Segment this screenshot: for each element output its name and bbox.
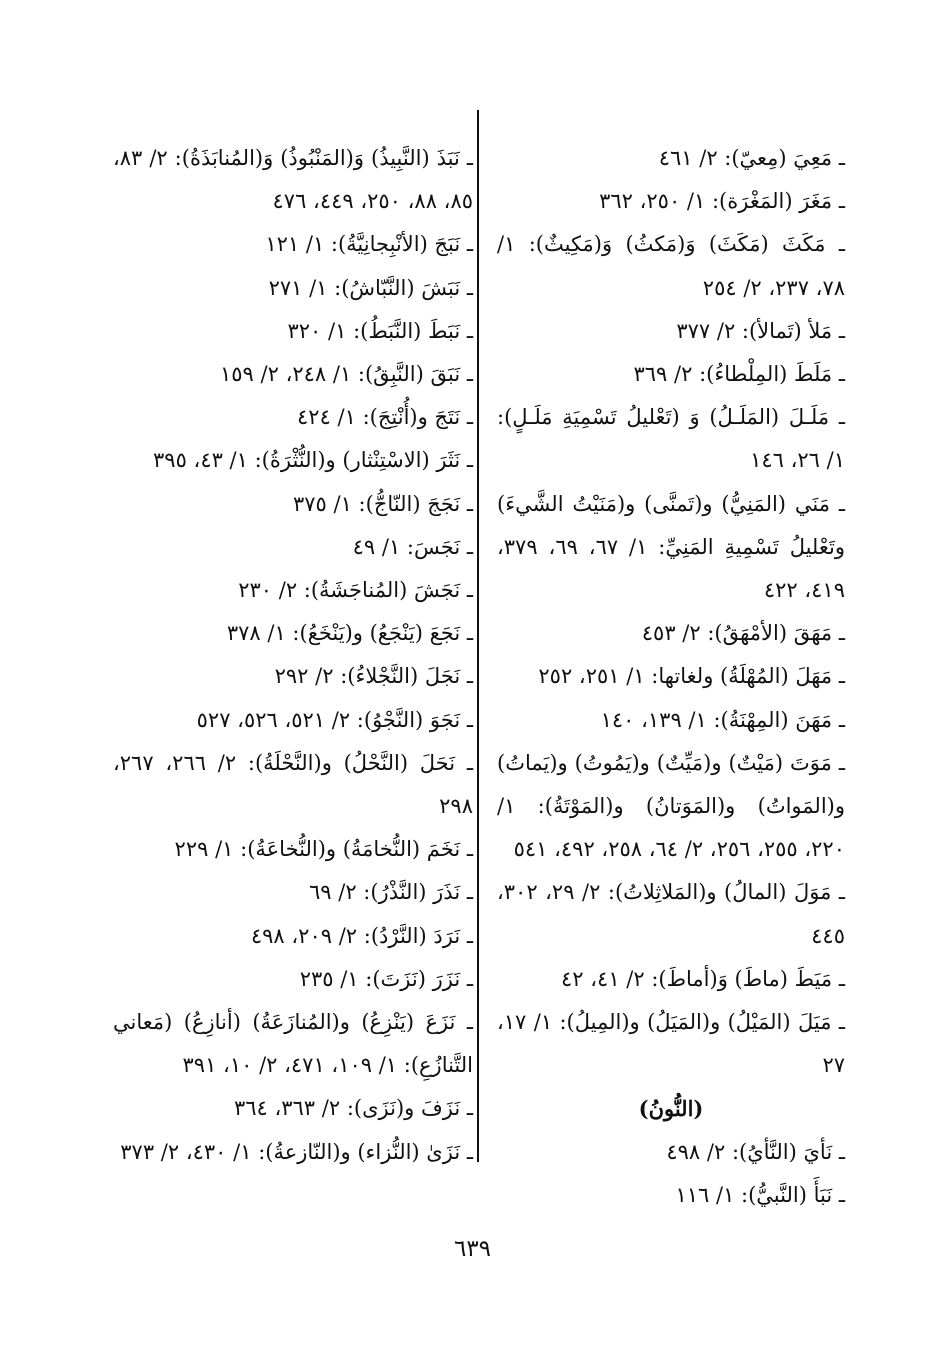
index-entry: ـ نَبَشَ (النَّبّاشُ): ١/ ٢٧١ [268, 275, 473, 300]
index-entry: ـ مَهَلَ (المُهْلَةُ) ولغاتها: ١/ ٢٥١، ٢٥٢ [538, 664, 845, 689]
index-entry: ـ نَجَلَ (النَّجْلاءُ): ٢/ ٢٩٢ [274, 664, 473, 689]
index-entry: ـ نَزَرَ (نَزَتَ): ١/ ٢٣٥ [299, 966, 473, 991]
index-entry: ـ نَزَعَ (يَنْزِعُ) و(المُنازَعَةُ) (أنازِعُ) (مَعاني التَّنازُعِ): ١/ ١٠٩، ٤٧١، ٢/ ١٠، ٣٩١ [113, 1010, 473, 1078]
index-entry: ـ مَيَطَ (ماطَ) وَ(أماطَ): ٢/ ٤١، ٤٢ [561, 966, 845, 991]
index-entry: ـ مَوَلَ (المالُ) و(المَلاثِلاتُ): ٢/ ٢٩، ٣٠٢، ٤٤٥ [497, 880, 845, 948]
index-entry: ـ مَوَتَ (مَيْتٌ) و(مَيِّتٌ) و(يَمُوتُ) و(يَماتُ) و(المَواتُ) و(المَوَتانُ) و(المَوْتَةُ): ١/ ٢٢٠، ٢٥٥، ٢٥٦، ٢/ ٦٤، ٢٥٨، ٤٩٢، ٥٤١ [497, 750, 845, 862]
index-entry: ـ نَجَشَ (المُناجَشَةُ): ٢/ ٢٣٠ [238, 578, 473, 603]
index-entry: ـ مَكَثَ (مَكَثَ) وَ(مَكثُ) وَ(مَكِيثٌ): ١/ ٧٨، ٢٣٧، ٢/ ٢٥٤ [497, 232, 845, 300]
index-entry: ـ نَرَدَ (النَّرْدُ): ٢/ ٢٠٩، ٤٩٨ [250, 923, 473, 948]
index-entry: ـ نَخَمَ (النُّخامَةُ) و(النُّخاعَةُ): ١/ ٢٢٩ [174, 837, 473, 862]
index-entry: ـ مَلَطَ (المِلْطاءُ): ٢/ ٣٦٩ [633, 362, 845, 387]
index-entry: ـ مَغَرَ (المَغْرَة): ١/ ٢٥٠، ٣٦٢ [599, 189, 845, 214]
index-entry: ـ نَجَجَ (النّاجُّ): ١/ ٣٧٥ [292, 491, 473, 516]
index-entry: ـ مَهَقَ (الأمْهَقُ): ٢/ ٤٥٣ [641, 621, 845, 646]
index-entry: ـ نَبَجَ (الأنْبِجانِيَّةُ): ١/ ١٢١ [265, 232, 473, 257]
index-entry: ـ نَثَرَ (الاسْتِنْثار) و(النُّثْرَةُ): ١/ ٤٣، ٣٩٥ [153, 448, 473, 473]
index-entry: ـ نَزَفَ و(نَزَى): ٢/ ٣٦٣، ٣٦٤ [233, 1096, 473, 1121]
index-entry: ـ نَبَقَ (النَّبِقُ): ١/ ٢٤٨، ٢/ ١٥٩ [220, 362, 473, 387]
index-entry: ـ مَهَنَ (المِهْنَةُ): ١/ ١٣٩، ١٤٠ [600, 707, 845, 732]
index-entry: ـ نَأيَ (النَّأيُ): ٢/ ٤٩٨ [666, 1139, 845, 1164]
index-entry: ـ مَلَـلَ (المَلَـلُ) وَ (تَعْليلُ تَسْمِيَةِ مَلَـلٍ): ١/ ٢٦، ١٤٦ [497, 405, 845, 473]
section-heading: (النُّونُ) [638, 1096, 704, 1122]
index-entry: ـ نَجَعَ (يَنْجَعُ) و(يَنْخَعُ): ١/ ٣٧٨ [226, 621, 473, 646]
column-divider [477, 110, 479, 1162]
page-number: ٦٣٩ [453, 1236, 492, 1262]
index-entry: ـ نَجَسَ: ١/ ٤٩ [352, 534, 473, 559]
index-column-right [497, 137, 845, 1217]
index-entry: ـ نَبَذَ (النَّبِيذُ) وَ(المَنْبُوذُ) وَ(المُنابَذَةُ): ٢/ ٨٣، ٨٥، ٨٨، ٢٥٠، ٤٤٩، ٤٧٦ [113, 146, 473, 214]
index-entry: ـ نَبَطَ (النَّبَطُ): ١/ ٣٢٠ [287, 318, 473, 343]
index-entry: ـ مَلأ (تَمالأ): ٢/ ٣٧٧ [676, 318, 845, 343]
index-entry: ـ نَجَوَ (النَّجْوُ): ٢/ ٥٢١، ٥٢٦، ٥٢٧ [196, 707, 473, 732]
index-entry: ـ مَنَي (المَنِيُّ) و(تَمنَّى) و(مَنَيْتُ الشَّيءَ) وتَعْليلُ تَسْمِيةِ المَنِيِّ: ١/ ٦٧، ٦٩، ٣٧٩، ٤١٩، ٤٢٢ [497, 491, 846, 603]
index-entry: ـ مَيَلَ (المَيْلُ) و(المَيَلُ) و(المِيلُ): ١/ ١٧، ٢٧ [497, 1010, 845, 1078]
index-entry: ـ نَحَلَ (النَّحْلُ) و(النَّحْلَةُ): ٢/ ٢٦٦، ٢٦٧، ٢٩٨ [113, 750, 473, 819]
index-entry: ـ نَزَىٰ (النُّزاء) و(النّازعةُ): ١/ ٤٣٠، ٢/ ٣٧٣ [120, 1139, 473, 1164]
index-entry: ـ نَتَجَ و(أُنْتِجَ): ١/ ٤٢٤ [297, 405, 473, 430]
index-entry: ـ نَذَرَ (النَّذْرُ): ٢/ ٦٩ [309, 880, 473, 905]
index-column-left [113, 137, 473, 1174]
index-entry: ـ مَعِيَ (مِعيّ): ٢/ ٤٦١ [658, 146, 845, 170]
index-entry: ـ نَبَأَ (النَّبيُّ): ١/ ١١٦ [675, 1182, 845, 1207]
